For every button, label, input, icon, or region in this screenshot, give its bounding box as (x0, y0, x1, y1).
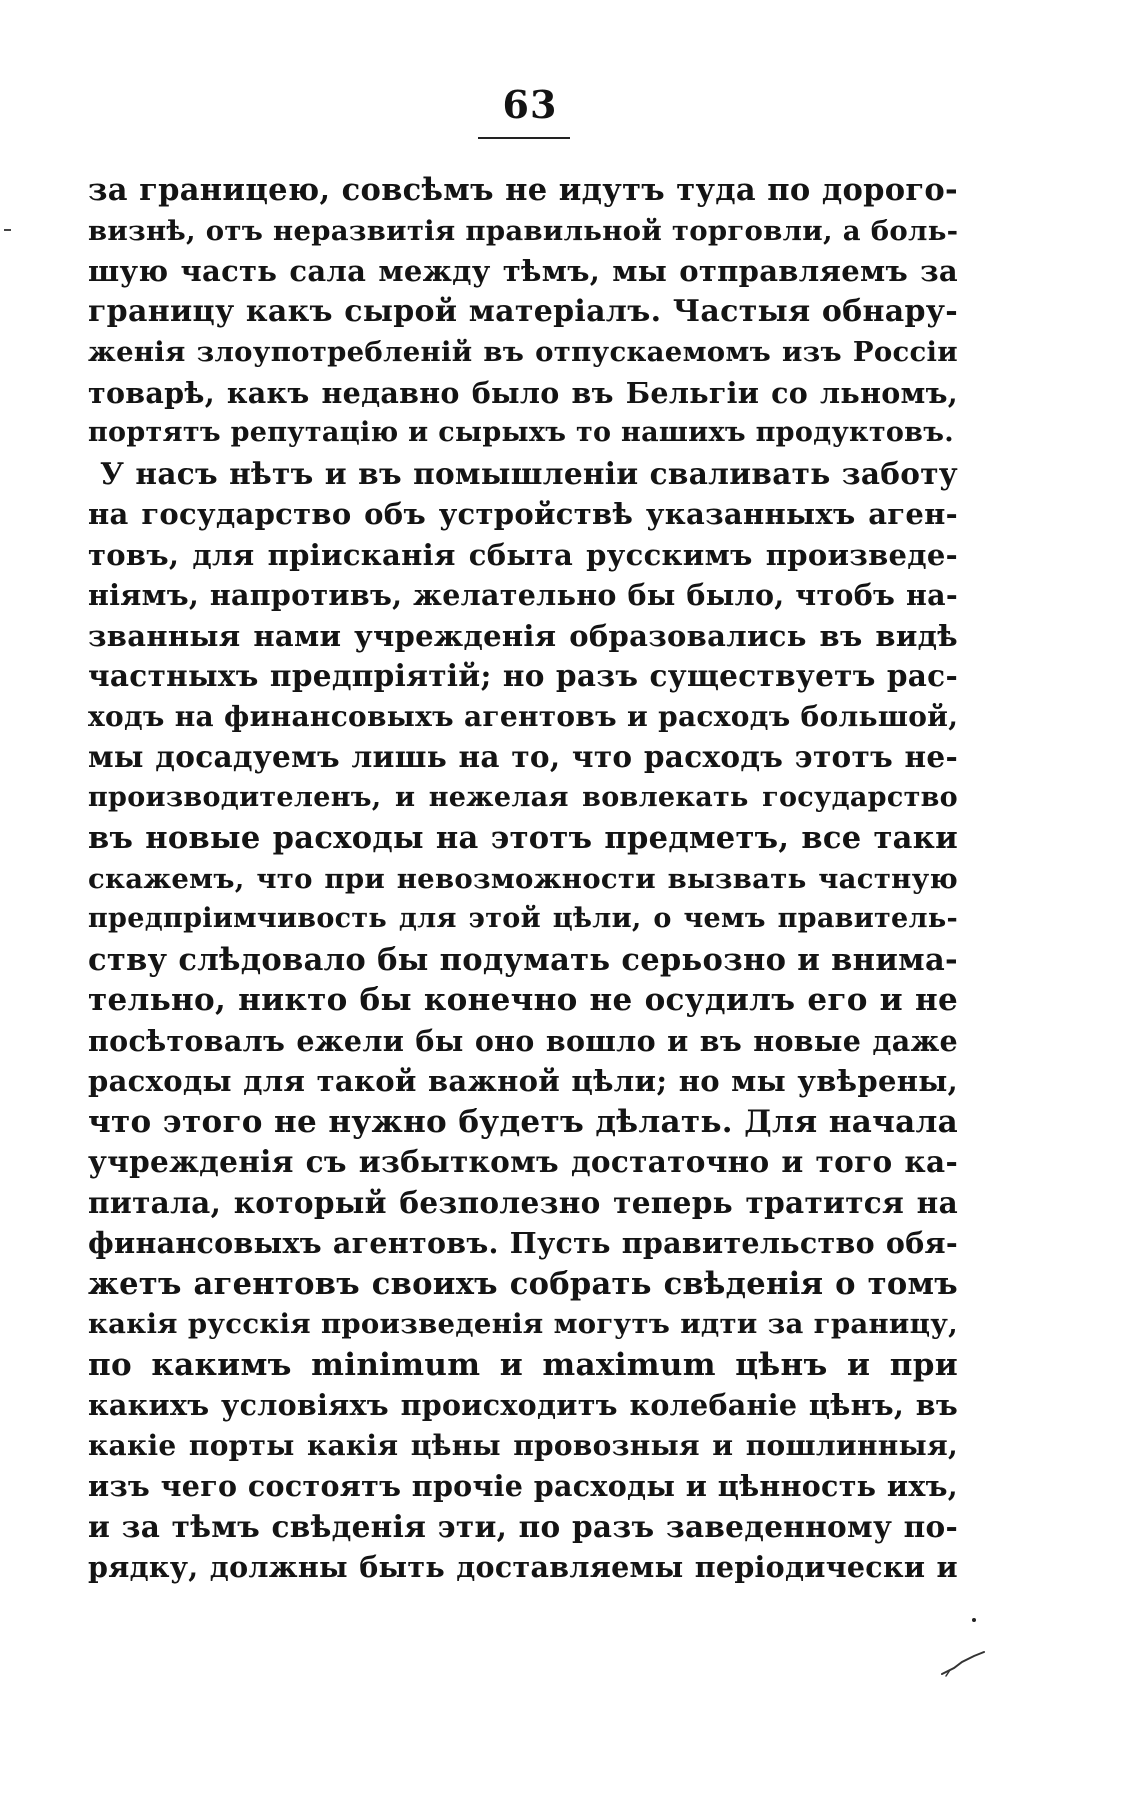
print-speck (4, 229, 11, 231)
text-line: какія русскія произведенія могутъ идти за границу, (88, 1308, 958, 1340)
text-line: товъ, для прiисканія сбыта русскимъ произведе- (88, 537, 958, 572)
text-line: товарѣ, какъ недавно было въ Бельгіи со льномъ, (88, 375, 958, 410)
text-line: частныхъ предпріятій; но разъ существуетъ рас- (88, 658, 958, 693)
ink-scratch (940, 1648, 986, 1678)
text-line: мы досадуемъ лишь на то, что расходъ этотъ не- (88, 739, 958, 774)
text-line: портятъ репутацію и сырыхъ то нашихъ продуктовъ. (88, 417, 954, 448)
text-line: ству слѣдовало бы подумать серьозно и внима- (88, 941, 958, 978)
text-line: визнѣ, отъ неразвитія правильной торговли, а боль- (88, 214, 959, 247)
text-line: питала, который безполезно теперь тратится на (88, 1184, 958, 1220)
text-line: расходы для такой важной цѣли; но мы увѣрены, (88, 1064, 958, 1098)
text-line: званныя нами учрежденія образовались въ видѣ (88, 618, 958, 653)
text-line: производителенъ, и нежелая вовлекать государство (88, 781, 958, 813)
text-line: въ новые расходы на этотъ предметъ, все таки (88, 820, 958, 856)
text-line: ходъ на финансовыхъ агентовъ и расходъ большой, (88, 699, 959, 733)
text-line: изъ чего состоятъ прочіе расходы и цѣнность ихъ, (88, 1469, 958, 1503)
page-number: 63 (502, 82, 558, 127)
text-line: какихъ условіяхъ происходитъ колебаніе цѣнъ, въ (88, 1388, 958, 1422)
text-line: за границею, совсѣмъ не идутъ туда по дорого- (88, 172, 958, 208)
body-text (88, 170, 958, 1588)
text-line: скажемъ, что при невозможности вызвать частную (88, 862, 958, 895)
text-line: по какимъ minimum и maximum цѣнъ и при (88, 1346, 958, 1383)
text-line: рядку, должны быть доставляемы періодически и (88, 1550, 958, 1584)
text-line: учрежденія съ избыткомъ достаточно и того ка- (88, 1144, 958, 1179)
text-line: ніямъ, напротивъ, желательно бы было, чтобъ на- (88, 578, 958, 612)
text-line: какіе порты какія цѣны провозныя и пошлинныя, (88, 1428, 958, 1462)
text-line: У насъ нѣтъ и въ помышленіи сваливать заботу (100, 455, 958, 491)
text-line: жетъ агентовъ своихъ собрать свѣденія о томъ (88, 1265, 958, 1302)
text-line: предпріимчивость для этой цѣли, о чемъ правитель- (88, 903, 958, 934)
text-line: посѣтовалъ ежели бы оно вошло и въ новые даже (88, 1023, 958, 1058)
page-number-rule (478, 137, 570, 139)
ink-dot (972, 1618, 976, 1622)
text-line: границу какъ сырой матеріалъ. Частыя обнару- (88, 293, 958, 329)
text-line: тельно, никто бы конечно не осудилъ его и не (88, 982, 958, 1018)
text-line: шую часть сала между тѣмъ, мы отправляемъ за (88, 254, 958, 288)
text-line: и за тѣмъ свѣденія эти, по разъ заведенному по- (88, 1508, 958, 1544)
text-line: женія злоупотребленій въ отпускаемомъ изъ Россіи (88, 336, 958, 368)
text-line: что этого не нужно будетъ дѣлать. Для начала (88, 1103, 958, 1140)
text-line: на государство объ устройствѣ указанныхъ аген- (88, 497, 958, 531)
text-line: финансовыхъ агентовъ. Пусть правительство обя- (88, 1226, 958, 1260)
